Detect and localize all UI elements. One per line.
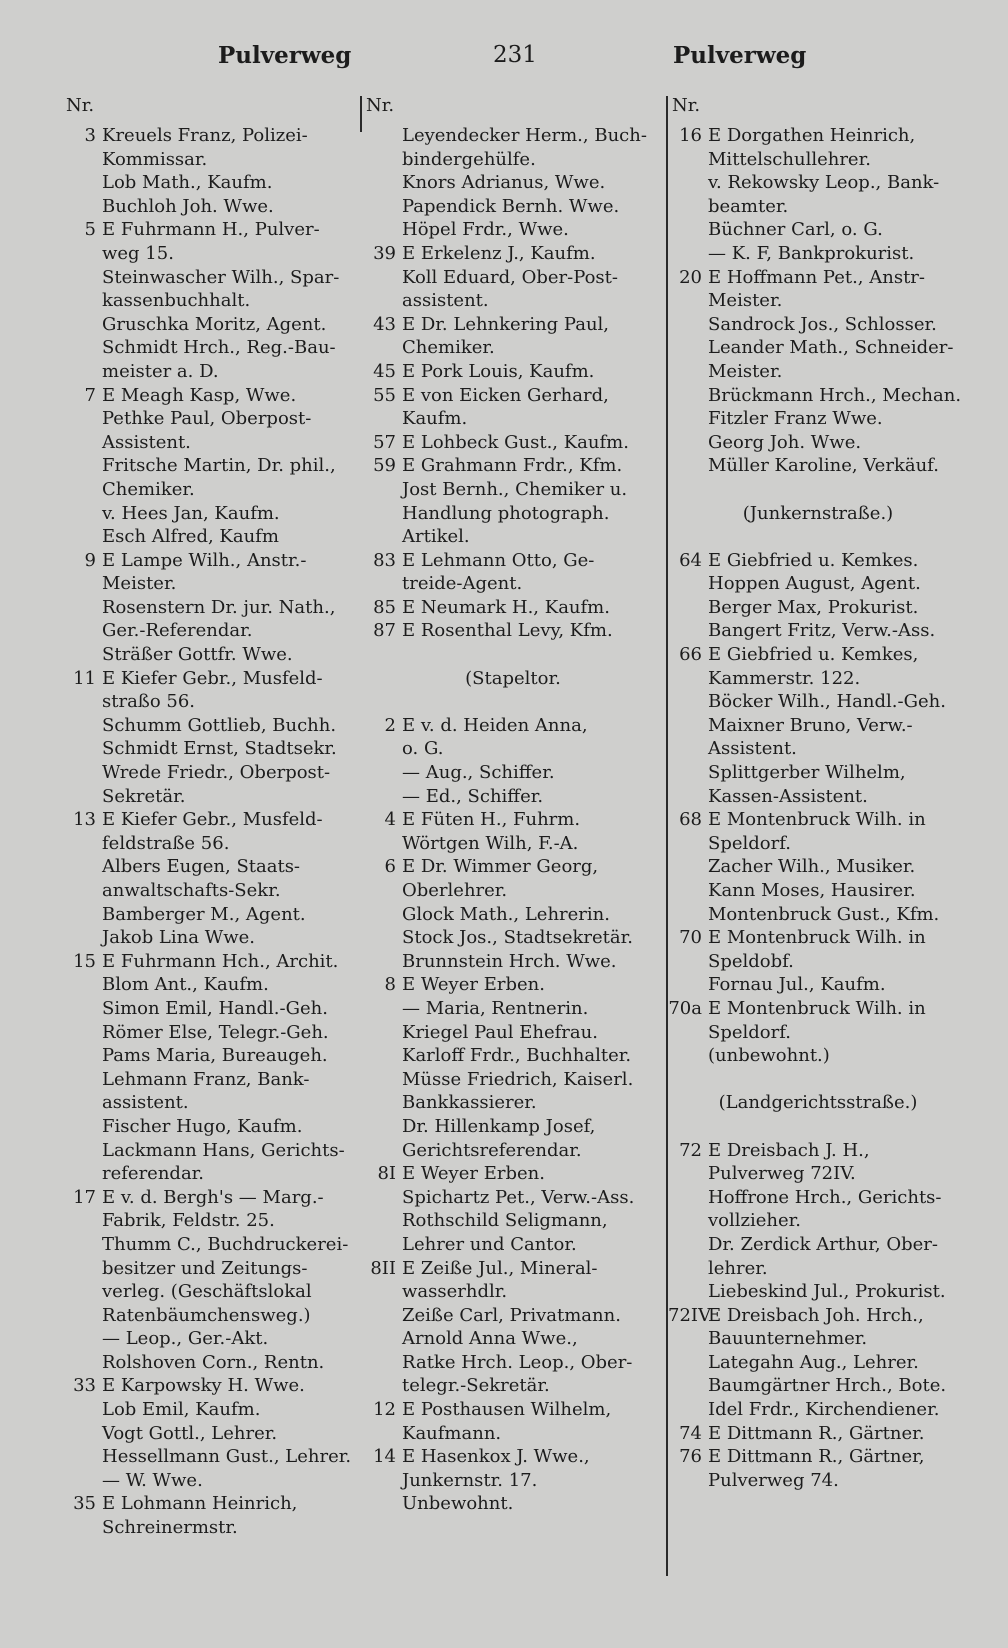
- resident-line: Schmidt Ernst, Stadtsekr.: [102, 738, 337, 760]
- resident-line: Arnold Anna Wwe.,: [402, 1328, 578, 1350]
- resident-line: Fornau Jul., Kaufm.: [708, 974, 886, 996]
- entry-continuation: Pulverweg 72IV.: [708, 1163, 856, 1185]
- house-number: 83: [373, 549, 396, 571]
- house-number: 9: [84, 549, 96, 571]
- resident-line: Rosenstern Dr. jur. Nath.,: [102, 596, 336, 618]
- entry-text: E Grahmann Frdr., Kfm.: [402, 455, 623, 477]
- address-entry: [362, 1445, 664, 1469]
- column-1-nr-head: Nr.: [66, 95, 95, 116]
- resident-line: Simon Emil, Handl.-Geh.: [102, 997, 328, 1019]
- address-entry: [62, 1186, 362, 1210]
- address-entry: [668, 1304, 968, 1328]
- resident-line: Steinwascher Wilh., Spar-: [102, 266, 340, 288]
- resident-line: Jakob Lina Wwe.: [102, 927, 255, 949]
- entry-text: E Montenbruck Wilh. in: [708, 927, 926, 949]
- address-entry: [668, 124, 968, 148]
- address-entry: [62, 1492, 362, 1516]
- resident-line: Zacher Wilh., Musiker.: [708, 856, 916, 878]
- resident-line: — Leop., Ger.-Akt.: [102, 1328, 269, 1350]
- resident-line: Bangert Fritz, Verw.-Ass.: [708, 620, 936, 642]
- entry-continuation: feldstraße 56.: [102, 832, 230, 854]
- address-entry: [362, 1257, 664, 1281]
- address-entry: [62, 950, 362, 974]
- entry-continuation: Bankkassierer.: [402, 1092, 537, 1114]
- entry-continuation: Meister.: [708, 360, 783, 382]
- resident-line: Lehmann Franz, Bank-: [102, 1068, 310, 1090]
- entry-continuation: Assistent.: [102, 431, 191, 453]
- entry-continuation: wasserhdlr.: [402, 1281, 508, 1303]
- house-number: 7: [84, 384, 96, 406]
- address-entry: [668, 549, 968, 573]
- entry-text: E Weyer Erben.: [402, 1163, 545, 1185]
- resident-line: Buchloh Joh. Wwe.: [102, 195, 274, 217]
- resident-line: Bamberger M., Agent.: [102, 903, 306, 925]
- address-entry: [362, 1398, 664, 1422]
- resident-line: Gruschka Moritz, Agent.: [102, 313, 327, 335]
- entry-text: E Neumark H., Kaufm.: [402, 596, 610, 618]
- entry-continuation: Fabrik, Feldstr. 25.: [102, 1210, 275, 1232]
- address-entry: [362, 242, 664, 266]
- address-entry: [362, 855, 664, 879]
- column-1-entries: [62, 124, 362, 1540]
- entry-continuation: telegr.-Sekretär.: [402, 1375, 550, 1397]
- house-number: 45: [373, 360, 396, 382]
- entry-text: E Lohbeck Gust., Kaufm.: [402, 431, 629, 453]
- entry-continuation: meister a. D.: [102, 360, 219, 382]
- entry-continuation: Junkernstr. 17.: [402, 1469, 538, 1491]
- resident-line: — Aug., Schiffer.: [402, 762, 555, 784]
- entry-text: E Zeiße Jul., Mineral-: [402, 1257, 598, 1279]
- entry-text: E Kiefer Gebr., Musfeld-: [102, 667, 323, 689]
- entry-text: E Rosenthal Levy, Kfm.: [402, 620, 613, 642]
- entry-continuation: Meister.: [102, 573, 177, 595]
- address-entry: [362, 454, 664, 478]
- resident-line: Berger Max, Prokurist.: [708, 596, 919, 618]
- resident-line: Brunnstein Hrch. Wwe.: [402, 950, 617, 972]
- house-number: 72: [679, 1139, 702, 1161]
- resident-line: Zeiße Carl, Privatmann.: [402, 1304, 621, 1326]
- entry-text: E von Eicken Gerhard,: [402, 384, 609, 406]
- resident-line: Höpel Frdr., Wwe.: [402, 219, 569, 241]
- address-entry: [62, 667, 362, 691]
- address-entry: [362, 1162, 664, 1186]
- house-number: 8I: [377, 1163, 396, 1185]
- entry-continuation: lehrer.: [708, 1257, 768, 1279]
- entry-text: E Lehmann Otto, Ge-: [402, 549, 595, 571]
- entry-continuation: Gerichtsreferendar.: [402, 1139, 582, 1161]
- resident-line: v. Rekowsky Leop., Bank-: [708, 172, 940, 194]
- resident-line: Rothschild Seligmann,: [402, 1210, 608, 1232]
- entry-continuation: Artikel.: [402, 526, 470, 548]
- resident-line: Unbewohnt.: [402, 1493, 514, 1515]
- house-number: 15: [73, 950, 96, 972]
- address-entry: [362, 313, 664, 337]
- resident-line: Hessellmann Gust., Lehrer.: [102, 1446, 352, 1468]
- resident-line: Fischer Hugo, Kaufm.: [102, 1115, 303, 1137]
- section-heading: (Junkernstraße.): [742, 502, 894, 524]
- resident-line: Müsse Friedrich, Kaiserl.: [402, 1068, 634, 1090]
- entry-continuation: Meister.: [708, 290, 783, 312]
- entry-text: E Erkelenz J., Kaufm.: [402, 242, 596, 264]
- resident-line: — Maria, Rentnerin.: [402, 997, 589, 1019]
- running-head-right: Pulverweg: [673, 42, 807, 69]
- house-number: 43: [373, 313, 396, 335]
- entry-continuation: weg 15.: [102, 242, 174, 264]
- entry-continuation: o. G.: [402, 738, 444, 760]
- resident-line: — K. F, Bankprokurist.: [708, 242, 915, 264]
- address-entry: [362, 384, 664, 408]
- resident-line: Koll Eduard, Ober-Post-: [402, 266, 618, 288]
- entry-continuation: kassenbuchhalt.: [102, 290, 251, 312]
- entry-text: E Kiefer Gebr., Musfeld-: [102, 809, 323, 831]
- entry-text: E Giebfried u. Kemkes,: [708, 644, 919, 666]
- entry-text: E v. d. Bergh's — Marg.-: [102, 1186, 324, 1208]
- entry-continuation: Kaufm.: [402, 408, 468, 430]
- house-number: 66: [679, 644, 702, 666]
- entry-continuation: treide-Agent.: [402, 573, 523, 595]
- page-number: 231: [493, 42, 537, 68]
- resident-line: Büchner Carl, o. G.: [708, 219, 883, 241]
- resident-line: Lategahn Aug., Lehrer.: [708, 1351, 919, 1373]
- resident-line: Montenbruck Gust., Kfm.: [708, 903, 940, 925]
- entry-continuation: assistent.: [102, 1092, 189, 1114]
- entry-text: E Meagh Kasp, Wwe.: [102, 384, 297, 406]
- entry-continuation: straßo 56.: [102, 691, 196, 713]
- column-2-nr-head: Nr.: [366, 95, 395, 116]
- entry-continuation: Mittelschullehrer.: [708, 148, 871, 170]
- entry-text: E Fuhrmann Hch., Archit.: [102, 950, 339, 972]
- entry-continuation: anwaltschafts-Sekr.: [102, 880, 281, 901]
- entry-text: E Dittmann R., Gärtner.: [708, 1422, 925, 1444]
- resident-line: Glock Math., Lehrerin.: [402, 903, 610, 925]
- house-number: 14: [373, 1446, 396, 1468]
- resident-line: Lob Math., Kaufm.: [102, 172, 273, 194]
- house-number: 20: [679, 266, 702, 288]
- entry-continuation: Oberlehrer.: [402, 880, 508, 901]
- entry-continuation: Speldorf.: [708, 1021, 791, 1043]
- house-number: 57: [373, 431, 396, 453]
- house-number: 33: [73, 1375, 96, 1397]
- house-number: 8: [384, 974, 396, 996]
- house-number: 39: [373, 242, 396, 264]
- address-entry: [362, 360, 664, 384]
- address-entry: [62, 124, 362, 148]
- resident-line: Kann Moses, Hausirer.: [708, 880, 916, 901]
- spacer-line: [668, 1068, 968, 1092]
- entry-text: E Karpowsky H. Wwe.: [102, 1375, 305, 1397]
- spacer-line: [362, 643, 664, 667]
- address-entry: [362, 596, 664, 620]
- entry-continuation: Chemiker.: [402, 337, 495, 359]
- section-heading: (Landgerichtsstraße.): [718, 1092, 918, 1114]
- house-number: 72IV: [668, 1304, 712, 1326]
- address-entry: [62, 384, 362, 408]
- resident-line: Blom Ant., Kaufm.: [102, 974, 269, 996]
- column-3-entries: [668, 124, 968, 1492]
- house-number: 59: [373, 455, 396, 477]
- entry-continuation: Lehrer und Cantor.: [402, 1233, 577, 1255]
- address-entry: [362, 714, 664, 738]
- resident-line: Schumm Gottlieb, Buchh.: [102, 714, 337, 736]
- resident-line: Idel Frdr., Kirchendiener.: [708, 1399, 940, 1421]
- entry-text: E Lohmann Heinrich,: [102, 1493, 298, 1515]
- entry-continuation: Speldobf.: [708, 950, 794, 972]
- resident-line: Jost Bernh., Chemiker u.: [402, 478, 628, 500]
- entry-continuation: besitzer und Zeitungs-: [102, 1257, 308, 1279]
- column-3: [668, 92, 968, 1492]
- house-number: 70: [679, 927, 702, 949]
- resident-line: Spichartz Pet., Verw.-Ass.: [402, 1186, 635, 1208]
- entry-text: E Pork Louis, Kaufm.: [402, 360, 595, 382]
- address-entry: [668, 1139, 968, 1163]
- resident-line: Knors Adrianus, Wwe.: [402, 172, 606, 194]
- address-entry: [62, 218, 362, 242]
- resident-line: Vogt Gottl., Lehrer.: [102, 1422, 278, 1444]
- entry-continuation: beamter.: [708, 195, 789, 217]
- resident-line: Wrede Friedr., Oberpost-: [102, 762, 331, 784]
- resident-line: Brückmann Hrch., Mechan.: [708, 384, 962, 406]
- entry-text: E Hoffmann Pet., Anstr-: [708, 266, 925, 288]
- resident-line: Esch Alfred, Kaufm: [102, 526, 279, 548]
- house-number: 2: [384, 714, 396, 736]
- resident-line: Baumgärtner Hrch., Bote.: [708, 1375, 947, 1397]
- entry-text: E Dr. Wimmer Georg,: [402, 856, 599, 878]
- entry-text: E Dreisbach J. H.,: [708, 1139, 870, 1161]
- entry-continuation: referendar.: [102, 1163, 205, 1185]
- column-1: [62, 92, 362, 1540]
- entry-text: E Posthausen Wilhelm,: [402, 1399, 612, 1421]
- address-entry: [668, 266, 968, 290]
- address-entry: [668, 1445, 968, 1469]
- entry-continuation: Assistent.: [708, 738, 797, 760]
- entry-continuation: Sekretär.: [102, 785, 186, 807]
- resident-line: Stock Jos., Stadtsekretär.: [402, 927, 633, 949]
- resident-line: Schmidt Hrch., Reg.-Bau-: [102, 337, 336, 359]
- resident-line: Fitzler Franz Wwe.: [708, 408, 883, 430]
- entry-continuation: Ger.-Referendar.: [102, 620, 253, 642]
- resident-line: v. Hees Jan, Kaufm.: [102, 502, 280, 524]
- house-number: 6: [384, 856, 396, 878]
- resident-line: Pams Maria, Bureaugeh.: [102, 1045, 328, 1067]
- entry-text: E Montenbruck Wilh. in: [708, 809, 926, 831]
- entry-text: E Dreisbach Joh. Hrch.,: [708, 1304, 924, 1326]
- house-number: 64: [679, 549, 702, 571]
- address-entry: [62, 1374, 362, 1398]
- address-entry: [668, 997, 968, 1021]
- resident-line: Müller Karoline, Verkäuf.: [708, 455, 939, 477]
- house-number: 5: [84, 219, 96, 241]
- address-entry: [668, 1422, 968, 1446]
- entry-continuation: Pulverweg 74.: [708, 1469, 839, 1491]
- section-heading: (Stapeltor.: [465, 667, 561, 689]
- resident-line: Papendick Bernh. Wwe.: [402, 195, 620, 217]
- house-number: 13: [73, 809, 96, 831]
- resident-line: Römer Else, Telegr.-Geh.: [102, 1021, 329, 1043]
- resident-line: Böcker Wilh., Handl.-Geh.: [708, 691, 946, 713]
- resident-line: Kriegel Paul Ehefrau.: [402, 1021, 598, 1043]
- resident-line: — Ed., Schiffer.: [402, 785, 544, 807]
- resident-line: Fritsche Martin, Dr. phil.,: [102, 455, 336, 477]
- entry-continuation: Ratenbäumchensweg.): [102, 1304, 311, 1326]
- spacer-line: [362, 690, 664, 714]
- entry-text: E Giebfried u. Kemkes.: [708, 549, 919, 571]
- entry-text: E Dorgathen Heinrich,: [708, 125, 916, 146]
- entry-continuation: Kaufmann.: [402, 1422, 502, 1444]
- address-entry: [668, 926, 968, 950]
- house-number: 76: [679, 1446, 702, 1468]
- resident-line: Dr. Hillenkamp Josef,: [402, 1115, 596, 1137]
- house-number: 85: [373, 596, 396, 618]
- resident-line: Albers Eugen, Staats-: [102, 856, 301, 878]
- entry-continuation: Speldorf.: [708, 832, 791, 854]
- entry-continuation: verleg. (Geschäftslokal: [102, 1281, 312, 1303]
- resident-line: Pethke Paul, Oberpost-: [102, 408, 312, 430]
- resident-line: Ratke Hrch. Leop., Ober-: [402, 1351, 633, 1373]
- entry-text: E Dittmann R., Gärtner,: [708, 1446, 925, 1468]
- column-3-nr-head: Nr.: [672, 95, 701, 116]
- resident-line: Leander Math., Schneider-: [708, 337, 954, 359]
- entry-continuation: Schreinermstr.: [102, 1517, 238, 1539]
- house-number: 12: [373, 1399, 396, 1421]
- entry-continuation: assistent.: [402, 290, 489, 312]
- entry-continuation: Kammerstr. 122.: [708, 667, 861, 689]
- address-entry: [668, 808, 968, 832]
- entry-text: E v. d. Heiden Anna,: [402, 714, 588, 736]
- house-number: 55: [373, 384, 396, 406]
- entry-continuation: Kommissar.: [102, 148, 208, 170]
- resident-line: Rolshoven Corn., Rentn.: [102, 1351, 325, 1373]
- entry-text: E Fuhrmann H., Pulver-: [102, 219, 320, 241]
- spacer-line: [668, 525, 968, 549]
- resident-line: Leyendecker Herm., Buch-: [402, 125, 647, 146]
- address-entry: [362, 431, 664, 455]
- entry-text: E Hasenkox J. Wwe.,: [402, 1446, 590, 1468]
- address-entry: [362, 549, 664, 573]
- resident-line: Hoffrone Hrch., Gerichts-: [708, 1186, 942, 1208]
- entry-continuation: Handlung photograph.: [402, 502, 610, 524]
- house-number: 4: [384, 809, 396, 831]
- address-entry: [62, 808, 362, 832]
- entry-continuation: Kassen-Assistent.: [708, 785, 868, 807]
- resident-line: Lackmann Hans, Gerichts-: [102, 1139, 345, 1161]
- resident-line: Hoppen August, Agent.: [708, 573, 921, 595]
- spacer-line: [668, 1115, 968, 1139]
- spacer-line: [668, 478, 968, 502]
- entry-continuation: vollzieher.: [708, 1210, 802, 1232]
- running-head-left: Pulverweg: [218, 42, 352, 69]
- house-number: 11: [73, 667, 96, 689]
- address-entry: [362, 973, 664, 997]
- house-number: 74: [679, 1422, 702, 1444]
- resident-line: Karloff Frdr., Buchhalter.: [402, 1045, 632, 1067]
- house-number: 17: [73, 1186, 96, 1208]
- resident-line: Georg Joh. Wwe.: [708, 431, 862, 453]
- entry-text: E Weyer Erben.: [402, 974, 545, 996]
- entry-text: E Lampe Wilh., Anstr.-: [102, 549, 307, 571]
- resident-line: Sandrock Jos., Schlosser.: [708, 313, 937, 335]
- address-entry: [668, 643, 968, 667]
- resident-line: — W. Wwe.: [102, 1469, 203, 1491]
- resident-line: Dr. Zerdick Arthur, Ober-: [708, 1233, 938, 1255]
- address-entry: [362, 808, 664, 832]
- house-number: 8II: [370, 1257, 396, 1279]
- entry-continuation: bindergehülfe.: [402, 148, 536, 170]
- address-entry: [62, 549, 362, 573]
- resident-line: Maixner Bruno, Verw.-: [708, 714, 913, 736]
- entry-continuation: Bauunternehmer.: [708, 1328, 868, 1350]
- house-number: 3: [84, 125, 96, 146]
- entry-continuation: Chemiker.: [102, 478, 195, 500]
- entry-text: Kreuels Franz, Polizei-: [102, 125, 308, 146]
- column-2: [362, 92, 664, 1516]
- resident-line: (unbewohnt.): [708, 1045, 830, 1067]
- resident-line: Lob Emil, Kaufm.: [102, 1399, 261, 1421]
- entry-text: E Dr. Lehnkering Paul,: [402, 313, 610, 335]
- house-number: 35: [73, 1493, 96, 1515]
- resident-line: Splittgerber Wilhelm,: [708, 762, 906, 784]
- resident-line: Sträßer Gottfr. Wwe.: [102, 644, 293, 666]
- house-number: 70a: [668, 997, 702, 1019]
- column-2-entries: [362, 124, 664, 1516]
- resident-line: Thumm C., Buchdruckerei-: [102, 1233, 349, 1255]
- house-number: 16: [679, 125, 702, 146]
- resident-line: Liebeskind Jul., Prokurist.: [708, 1281, 946, 1303]
- house-number: 68: [679, 809, 702, 831]
- resident-line: Wörtgen Wilh, F.-A.: [402, 832, 579, 854]
- entry-text: E Montenbruck Wilh. in: [708, 997, 926, 1019]
- address-entry: [362, 619, 664, 643]
- entry-text: E Füten H., Fuhrm.: [402, 809, 581, 831]
- house-number: 87: [373, 620, 396, 642]
